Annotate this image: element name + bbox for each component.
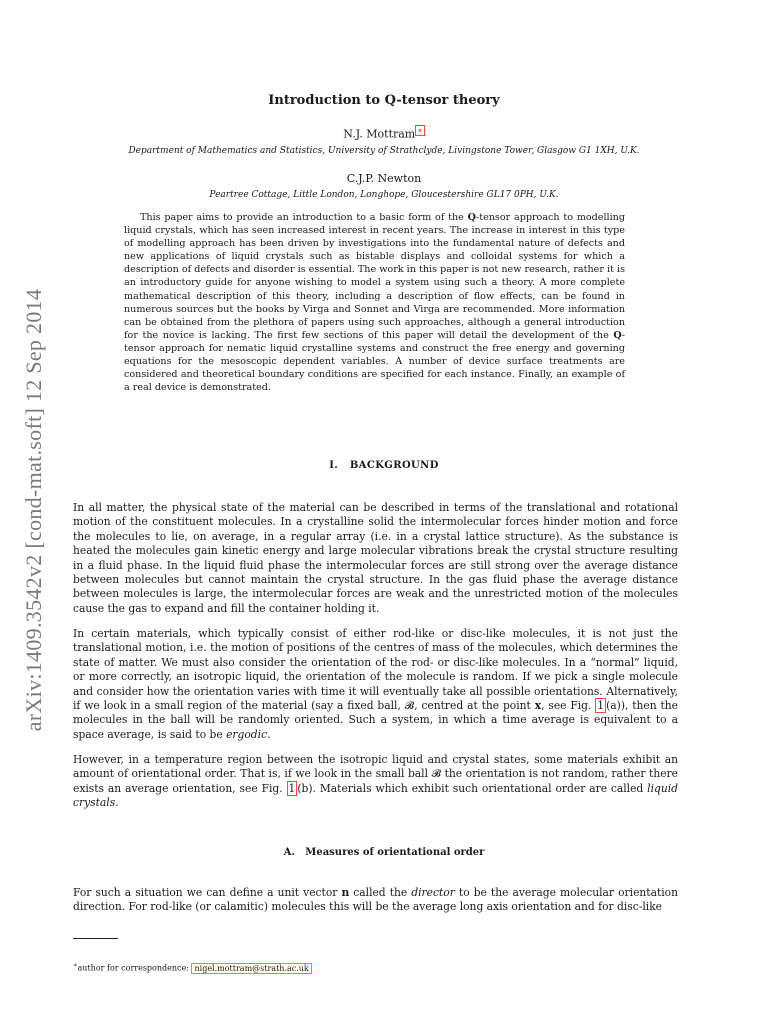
text-run: For such a situation we can define a unit vector [73,886,342,899]
arxiv-identifier: arXiv:1409.3542v2 [cond-mat.soft] 12 Sep 2014 [21,288,46,732]
author-block-2 [0,172,768,200]
author-affiliation: Department of Mathematics and Statistics, University of Strathclyde, Livingstone Tower, Glasgow G1 1XH, U.K. [128,145,640,156]
section-title: BACKGROUND [349,460,439,471]
text-run: . [115,796,119,810]
abstract-text: -tensor approach for nematic liquid crystalline systems and construct the free energy and governing equations for the mesoscopic dependent variables. A number of device surface treatments are considered and theoretical boundary conditions are specified for each instance. Finally, an example of a real device is demonstrated. [124,329,625,394]
section-title: Measures of orientational order [305,847,485,858]
text-run: called the [349,886,412,899]
math-symbol: x [534,699,542,713]
paragraph [73,886,678,915]
emphasis: director [411,886,455,899]
footnote [73,961,312,973]
math-symbol: 𝓑 [404,699,415,713]
paragraph: In all matter, the physical state of the material can be described in terms of the translational and rotational motion of the constituent molecules. In a crystalline solid the intermolecular forces hinder motion and force the molecules to lie, on average, in a regular array (i.e. in a crystal lattice structure). As the substance is heated the molecules gain kinetic energy and large molecular vibrations break the crystal structure resulting in a fluid phase. In the liquid fluid phase the intermolecular forces are still strong over the average distance between molecules but cannot maintain the crystal structure. In the gas fluid phase the average distance between molecules is large, the intermolecular forces are weak and the unrestricted motion of the molecules cause the gas to expand and fill the container holding it. [73,501,678,615]
abstract [124,211,625,394]
footnote-mark: ∗ [73,961,78,969]
paragraph [73,753,678,811]
text-run: . [267,727,271,741]
author-name: N.J. Mottram [343,127,416,141]
text-run: to be the average molecular orientation direction. For rod-like (or calamitic) molecules this will be the average long axis orientation and for disc-like [73,886,678,914]
text-run: (b). Materials which exhibit such orientational order are called [297,781,648,795]
author-affiliation: Peartree Cottage, Little London, Longhope, Gloucestershire GL17 0PH, U.K. [209,190,559,200]
author-name: C.J.P. Newton [346,172,422,185]
emphasis: liquid crystals [73,781,678,810]
text-run: However, in a temperature region between the isotropic liquid and crystal states, some materials exhibit an amount of orientational order. That is, if we look in the small ball [73,753,678,781]
section-number: I. [329,460,339,471]
q-symbol: Q [613,329,622,341]
author-block-1 [0,126,768,156]
emphasis: ergodic [226,727,268,741]
email-link[interactable]: nigel.mottram@strath.ac.uk [191,963,311,974]
footnote-text: author for correspondence: [77,963,192,973]
section-number: A. [283,847,295,858]
text-run: , see Fig. [541,699,596,713]
text-run: (a)), then the molecules in the ball will be randomly oriented. Such a system, in which a time average is equivalent to a space average, is said to be [73,699,679,741]
author-footnote-link[interactable]: ∗ [417,126,423,135]
paper-title: Introduction to Q-tensor theory [268,93,500,108]
footnote-rule [73,938,118,939]
text-run: In certain materials, which typically consist of either rod-like or disc-like molecules, it is not just the translational motion, i.e. the motion of positions of the centres of mass of the molecules, which determines the state of matter. We must also consider the orientation of the rod- or disc-like molecules. In a “normal” liquid, or more correctly, an isotropic liquid, the orientation of the molecule is random. If we pick a single molecule and consider how the orientation varies with time it will eventually take all possible orientations. Alternatively, if we look in a small region of the material (say a fixed ball, [73,627,678,713]
figure-link[interactable]: 1 [597,699,605,713]
abstract-text: -tensor approach to modelling liquid crystals, which has seen increased interest in recent years. The increase in interest in this type of modelling approach has been driven by investigations into the fundamental nature of defects and new applications of liquid crystals such as bistable displays and colloidal systems for which a description of defects and disorder is essential. The work in this paper is not new research, rather it is an introductory guide for anyone wishing to model a system using such a theory. A more complete mathematical description of this theory, including a description of flow effects, can be found in numerous sources but the books by Virga and Sonnet and Virga are recommended. More information can be obtained from the plethora of papers using such approaches, although a general introduction for the novice is lacking. The first few sections of this paper will detail the development of the [124,212,625,341]
text-run: the orientation is not random, rather there exists an average orientation, see Fig. [73,767,678,795]
math-symbol: 𝓑 [431,767,442,781]
text-run: , centred at the point [414,699,535,713]
arxiv-side-stamp [14,250,54,770]
figure-link[interactable]: 1 [288,781,296,795]
subsection-heading [0,847,768,858]
abstract-text: This paper aims to provide an introduction to a basic form of the [140,212,468,223]
section-heading [0,460,768,471]
math-symbol: n [341,886,350,899]
q-symbol: Q [467,212,476,223]
paragraph [73,627,678,742]
